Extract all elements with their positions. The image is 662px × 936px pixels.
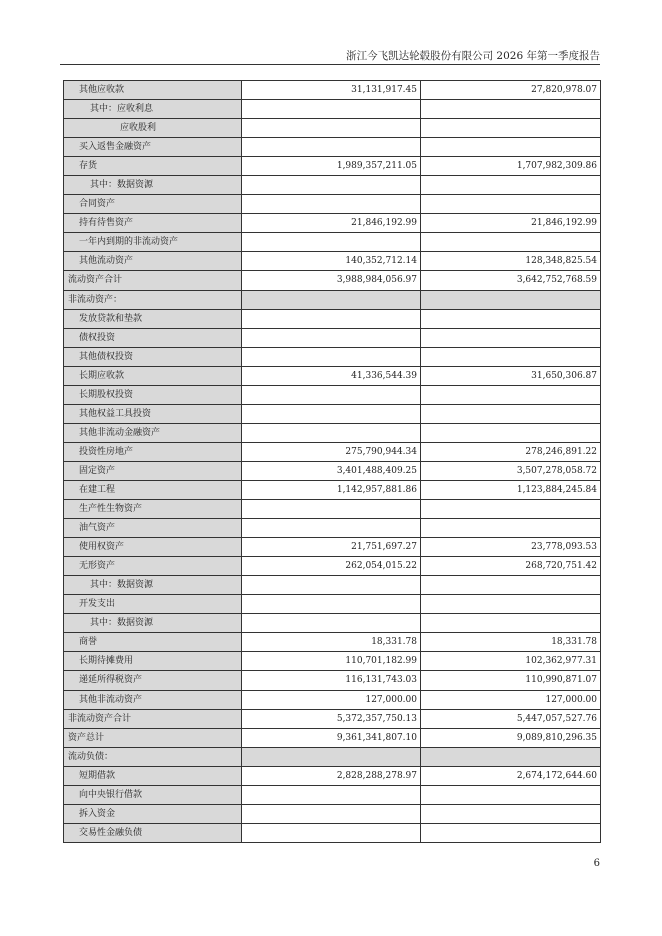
row-label: 合同资产 <box>64 195 242 214</box>
row-label: 其中：应收利息 <box>64 100 242 119</box>
row-label: 债权投资 <box>64 328 242 347</box>
table-row <box>64 176 601 195</box>
prior-period-value <box>421 595 601 614</box>
table-row <box>64 385 601 404</box>
prior-period-value: 128,348,825.54 <box>421 252 601 271</box>
current-period-value <box>242 785 421 804</box>
row-label: 开发支出 <box>64 595 242 614</box>
table-row <box>64 576 601 595</box>
prior-period-value: 18,331.78 <box>421 633 601 652</box>
row-label: 其中：数据资源 <box>64 176 242 195</box>
current-period-value <box>242 347 421 366</box>
table-row <box>64 214 601 233</box>
table-row <box>64 747 601 766</box>
current-period-value: 9,361,341,807.10 <box>242 728 421 747</box>
prior-period-value <box>421 614 601 633</box>
current-period-value <box>242 404 421 423</box>
current-period-value: 140,352,712.14 <box>242 252 421 271</box>
current-period-value <box>242 614 421 633</box>
prior-period-value: 2,674,172,644.60 <box>421 766 601 785</box>
prior-period-value: 127,000.00 <box>421 690 601 709</box>
current-period-value: 21,846,192.99 <box>242 214 421 233</box>
table-row <box>64 328 601 347</box>
row-label: 固定资产 <box>64 461 242 480</box>
prior-period-value <box>421 804 601 823</box>
table-row <box>64 785 601 804</box>
row-label: 其中：数据资源 <box>64 614 242 633</box>
table-row <box>64 309 601 328</box>
prior-period-value: 3,642,752,768.59 <box>421 271 601 290</box>
prior-period-value: 5,447,057,527.76 <box>421 709 601 728</box>
row-label: 流动资产合计 <box>64 271 242 290</box>
report-title: 浙江今飞凯达轮毂股份有限公司 2026 年第一季度报告 <box>346 50 600 62</box>
prior-period-value: 21,846,192.99 <box>421 214 601 233</box>
row-label: 其中：数据资源 <box>64 576 242 595</box>
table-row <box>64 404 601 423</box>
table-row <box>64 100 601 119</box>
prior-period-value <box>421 195 601 214</box>
current-period-value: 5,372,357,750.13 <box>242 709 421 728</box>
current-period-value: 3,988,984,056.97 <box>242 271 421 290</box>
current-period-value <box>242 328 421 347</box>
balance-sheet-table <box>63 80 601 843</box>
row-label: 递延所得税资产 <box>64 671 242 690</box>
table-row <box>64 766 601 785</box>
prior-period-value <box>421 404 601 423</box>
row-label: 资产总计 <box>64 728 242 747</box>
table-row <box>64 81 601 100</box>
table-row <box>64 195 601 214</box>
table-row <box>64 652 601 671</box>
table-row <box>64 709 601 728</box>
row-label: 发放贷款和垫款 <box>64 309 242 328</box>
table-row <box>64 233 601 252</box>
current-period-value <box>242 119 421 138</box>
current-period-value: 262,054,015.22 <box>242 557 421 576</box>
current-period-value <box>242 385 421 404</box>
table-row <box>64 442 601 461</box>
row-label: 流动负债： <box>64 747 242 766</box>
row-label: 非流动资产： <box>64 290 242 309</box>
row-label: 交易性金融负债 <box>64 823 242 842</box>
prior-period-value <box>421 347 601 366</box>
prior-period-value: 102,362,977.31 <box>421 652 601 671</box>
current-period-value <box>242 423 421 442</box>
row-label: 商誉 <box>64 633 242 652</box>
table-row <box>64 500 601 519</box>
prior-period-value: 3,507,278,058.72 <box>421 461 601 480</box>
row-label: 长期股权投资 <box>64 385 242 404</box>
current-period-value <box>242 290 421 309</box>
table-row <box>64 461 601 480</box>
row-label: 长期待摊费用 <box>64 652 242 671</box>
prior-period-value <box>421 576 601 595</box>
prior-period-value <box>421 500 601 519</box>
table-row <box>64 347 601 366</box>
table-row <box>64 519 601 538</box>
table-row <box>64 557 601 576</box>
row-label: 油气资产 <box>64 519 242 538</box>
row-label: 无形资产 <box>64 557 242 576</box>
row-label: 其他权益工具投资 <box>64 404 242 423</box>
current-period-value <box>242 576 421 595</box>
current-period-value <box>242 233 421 252</box>
prior-period-value <box>421 100 601 119</box>
current-period-value: 1,142,957,881.86 <box>242 480 421 499</box>
table-row <box>64 633 601 652</box>
current-period-value <box>242 747 421 766</box>
current-period-value: 1,989,357,211.05 <box>242 157 421 176</box>
table-row <box>64 614 601 633</box>
row-label: 使用权资产 <box>64 538 242 557</box>
table-row <box>64 366 601 385</box>
prior-period-value: 31,650,306.87 <box>421 366 601 385</box>
row-label: 其他流动资产 <box>64 252 242 271</box>
prior-period-value: 23,778,093.53 <box>421 538 601 557</box>
row-label: 向中央银行借款 <box>64 785 242 804</box>
row-label: 短期借款 <box>64 766 242 785</box>
current-period-value: 116,131,743.03 <box>242 671 421 690</box>
current-period-value <box>242 176 421 195</box>
table-row <box>64 138 601 157</box>
table-row <box>64 157 601 176</box>
current-period-value <box>242 595 421 614</box>
prior-period-value <box>421 747 601 766</box>
table-row <box>64 823 601 842</box>
table-row <box>64 690 601 709</box>
prior-period-value: 268,720,751.42 <box>421 557 601 576</box>
row-label: 其他债权投资 <box>64 347 242 366</box>
prior-period-value: 9,089,810,296.35 <box>421 728 601 747</box>
prior-period-value: 1,707,982,309.86 <box>421 157 601 176</box>
current-period-value: 3,401,488,409.25 <box>242 461 421 480</box>
row-label: 买入返售金融资产 <box>64 138 242 157</box>
current-period-value: 21,751,697.27 <box>242 538 421 557</box>
prior-period-value <box>421 309 601 328</box>
table-row <box>64 252 601 271</box>
row-label: 投资性房地产 <box>64 442 242 461</box>
prior-period-value <box>421 328 601 347</box>
prior-period-value <box>421 233 601 252</box>
current-period-value <box>242 519 421 538</box>
prior-period-value <box>421 290 601 309</box>
row-label: 一年内到期的非流动资产 <box>64 233 242 252</box>
prior-period-value <box>421 519 601 538</box>
current-period-value <box>242 138 421 157</box>
table-row <box>64 119 601 138</box>
row-label: 长期应收款 <box>64 366 242 385</box>
prior-period-value <box>421 785 601 804</box>
row-label: 在建工程 <box>64 480 242 499</box>
current-period-value <box>242 309 421 328</box>
current-period-value: 41,336,544.39 <box>242 366 421 385</box>
current-period-value <box>242 195 421 214</box>
prior-period-value <box>421 138 601 157</box>
current-period-value: 2,828,288,278.97 <box>242 766 421 785</box>
table-row <box>64 671 601 690</box>
prior-period-value: 110,990,871.07 <box>421 671 601 690</box>
prior-period-value <box>421 119 601 138</box>
current-period-value: 127,000.00 <box>242 690 421 709</box>
prior-period-value <box>421 823 601 842</box>
table-row <box>64 271 601 290</box>
prior-period-value: 278,246,891.22 <box>421 442 601 461</box>
row-label: 生产性生物资产 <box>64 500 242 519</box>
row-label: 其他应收款 <box>64 81 242 100</box>
prior-period-value <box>421 423 601 442</box>
table-row <box>64 728 601 747</box>
row-label: 存货 <box>64 157 242 176</box>
table-row <box>64 480 601 499</box>
current-period-value: 110,701,182.99 <box>242 652 421 671</box>
table-row <box>64 290 601 309</box>
prior-period-value: 1,123,884,245.84 <box>421 480 601 499</box>
row-label: 持有待售资产 <box>64 214 242 233</box>
current-period-value: 31,131,917.45 <box>242 81 421 100</box>
current-period-value <box>242 100 421 119</box>
row-label: 其他非流动资产 <box>64 690 242 709</box>
current-period-value <box>242 500 421 519</box>
row-label: 非流动资产合计 <box>64 709 242 728</box>
page-number: 6 <box>593 858 600 869</box>
row-label: 拆入资金 <box>64 804 242 823</box>
table-row <box>64 538 601 557</box>
current-period-value <box>242 804 421 823</box>
current-period-value <box>242 823 421 842</box>
row-label: 应收股利 <box>64 119 242 138</box>
table-row <box>64 423 601 442</box>
table-row <box>64 804 601 823</box>
page-header <box>60 44 600 65</box>
current-period-value: 275,790,944.34 <box>242 442 421 461</box>
prior-period-value: 27,820,978.07 <box>421 81 601 100</box>
prior-period-value <box>421 176 601 195</box>
row-label: 其他非流动金融资产 <box>64 423 242 442</box>
current-period-value: 18,331.78 <box>242 633 421 652</box>
table-row <box>64 595 601 614</box>
prior-period-value <box>421 385 601 404</box>
